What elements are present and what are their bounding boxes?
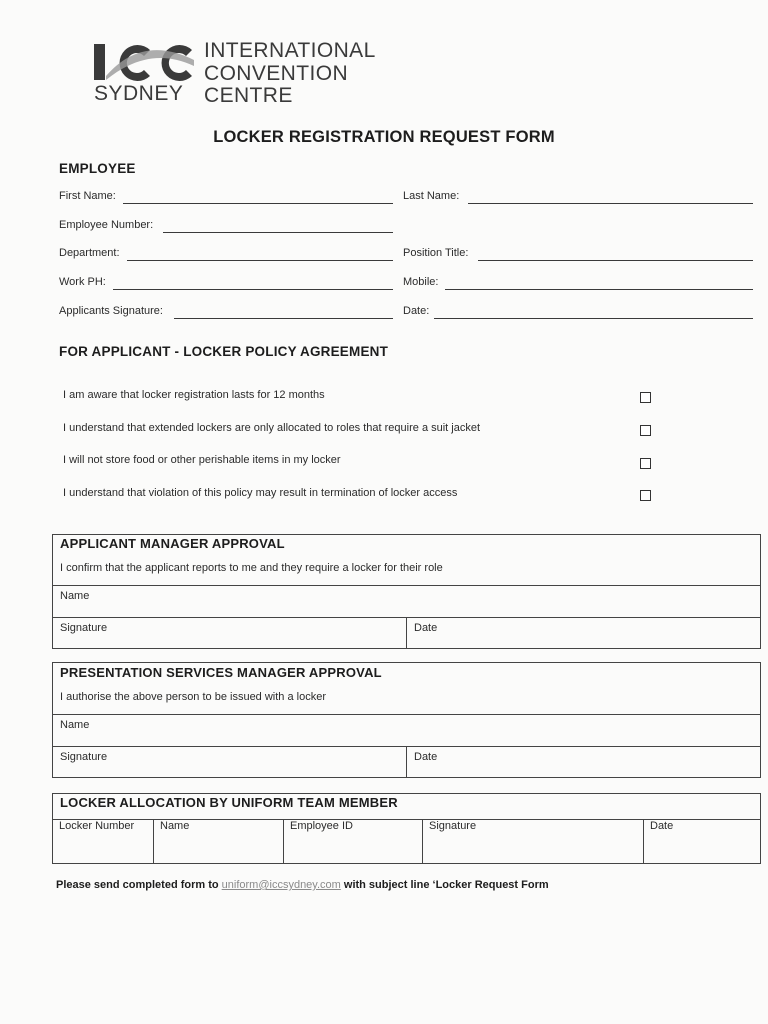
mobile-label: Mobile: xyxy=(403,276,439,288)
footer-text-after: with subject line ‘Locker Request Form xyxy=(340,879,549,891)
ps-date-label: Date xyxy=(414,751,438,763)
logo-name xyxy=(204,40,376,108)
manager-signature-field[interactable] xyxy=(53,618,405,648)
work-ph-field[interactable] xyxy=(113,289,393,290)
ps-signature-field[interactable] xyxy=(53,747,405,777)
employee-id-header: Employee ID xyxy=(290,820,353,832)
signature-cell[interactable] xyxy=(423,820,642,863)
policy-checkbox[interactable] xyxy=(640,490,651,501)
allocation-heading: LOCKER ALLOCATION BY UNIFORM TEAM MEMBER xyxy=(60,795,398,810)
logo-name-line: INTERNATIONAL xyxy=(204,39,376,62)
policy-statement: I am aware that locker registration lasts for 12 months xyxy=(63,389,325,401)
email-link[interactable]: uniform@iccsydney.com xyxy=(221,879,341,891)
icc-logo-mark xyxy=(92,40,196,84)
manager-date-label: Date xyxy=(414,622,438,634)
name-header: Name xyxy=(160,820,190,832)
logo-name-line: CENTRE xyxy=(204,84,293,107)
policy-statement: I will not store food or other perishable items in my locker xyxy=(63,454,341,466)
ps-name-label: Name xyxy=(60,719,90,731)
ps-approval-box xyxy=(52,662,761,778)
policy-checkbox[interactable] xyxy=(640,392,651,403)
ps-approval-statement: I authorise the above person to be issued with a locker xyxy=(60,691,326,703)
name-cell[interactable] xyxy=(154,820,282,863)
applicant-signature-field[interactable] xyxy=(174,318,393,319)
employee-number-label: Employee Number: xyxy=(59,219,154,231)
department-field[interactable] xyxy=(127,260,393,261)
date-field[interactable] xyxy=(434,318,753,319)
allocation-box xyxy=(52,793,761,864)
policy-heading: FOR APPLICANT - LOCKER POLICY AGREEMENT xyxy=(59,344,389,359)
policy-statement: I understand that extended lockers are only allocated to roles that require a suit jacket xyxy=(63,422,481,434)
manager-date-field[interactable] xyxy=(407,618,760,648)
signature-header: Signature xyxy=(429,820,477,832)
ps-signature-label: Signature xyxy=(60,751,108,763)
logo-city: SYDNEY xyxy=(94,82,184,105)
icc-sydney-logo xyxy=(92,40,382,108)
mobile-field[interactable] xyxy=(445,289,753,290)
manager-approval-box xyxy=(52,534,761,649)
locker-number-header: Locker Number xyxy=(59,820,135,832)
manager-approval-heading: APPLICANT MANAGER APPROVAL xyxy=(60,536,285,551)
employee-number-field[interactable] xyxy=(163,232,393,233)
footer-instruction xyxy=(56,879,549,891)
policy-statement: I understand that violation of this policy may result in termination of locker access xyxy=(63,487,458,499)
date-header: Date xyxy=(650,820,674,832)
manager-name-field[interactable] xyxy=(53,586,760,616)
employee-id-cell[interactable] xyxy=(284,820,421,863)
ps-name-field[interactable] xyxy=(53,715,760,745)
policy-checkbox[interactable] xyxy=(640,458,651,469)
first-name-field[interactable] xyxy=(123,203,393,204)
manager-approval-statement: I confirm that the applicant reports to me and they require a locker for their role xyxy=(60,562,443,574)
last-name-label: Last Name: xyxy=(403,190,460,202)
ps-approval-heading: PRESENTATION SERVICES MANAGER APPROVAL xyxy=(60,665,382,680)
form-title: LOCKER REGISTRATION REQUEST FORM xyxy=(213,128,555,146)
applicant-signature-label: Applicants Signature: xyxy=(59,305,163,317)
manager-name-label: Name xyxy=(60,590,90,602)
policy-checkbox[interactable] xyxy=(640,425,651,436)
first-name-label: First Name: xyxy=(59,190,116,202)
date-cell[interactable] xyxy=(644,820,760,863)
position-title-field[interactable] xyxy=(478,260,753,261)
logo-name-line: CONVENTION xyxy=(204,61,349,85)
department-label: Department: xyxy=(59,247,120,259)
position-title-label: Position Title: xyxy=(403,247,469,259)
locker-number-cell[interactable] xyxy=(53,820,152,863)
employee-heading: EMPLOYEE xyxy=(59,161,136,176)
work-ph-label: Work PH: xyxy=(59,276,106,288)
manager-signature-label: Signature xyxy=(60,622,108,634)
last-name-field[interactable] xyxy=(468,203,753,204)
footer-text-before: Please send completed form to xyxy=(56,879,222,891)
ps-date-field[interactable] xyxy=(407,747,760,777)
date-label: Date: xyxy=(403,305,430,317)
